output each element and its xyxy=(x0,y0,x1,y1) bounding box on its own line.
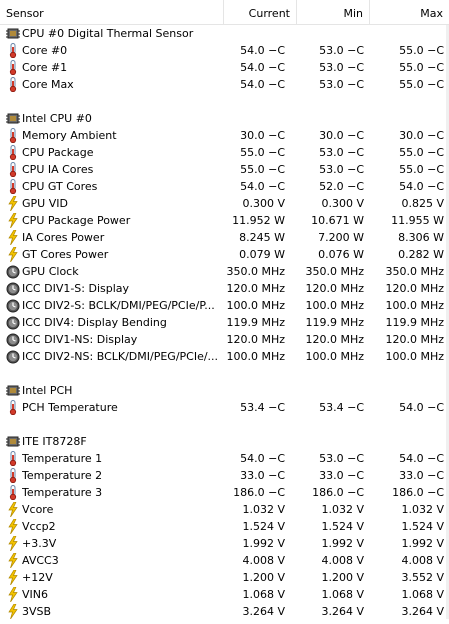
sensor-label: GT Cores Power xyxy=(22,248,109,261)
current-value: 3.264 V xyxy=(242,605,285,618)
max-value: 0.825 V xyxy=(401,197,444,210)
current-value: 55.0 −C xyxy=(240,146,285,159)
sensor-label: Core #1 xyxy=(22,61,68,74)
group-row-ite-it8728f[interactable] xyxy=(0,433,449,450)
max-value: 119.9 MHz xyxy=(385,316,444,329)
max-value: 30.0 −C xyxy=(399,129,444,142)
min-value: 120.0 MHz xyxy=(305,333,364,346)
sensor-label: Core #0 xyxy=(22,44,68,57)
bolt-icon xyxy=(6,213,20,228)
sensor-row-vccp2[interactable] xyxy=(0,518,449,535)
min-value: 0.300 V xyxy=(321,197,364,210)
sensor-label: AVCC3 xyxy=(22,554,59,567)
thermometer-icon xyxy=(6,60,20,75)
current-value: 119.9 MHz xyxy=(226,316,285,329)
current-value: 186.0 −C xyxy=(233,486,285,499)
sensor-label: 3VSB xyxy=(22,605,52,618)
sensor-label: CPU GT Cores xyxy=(22,180,98,193)
sensor-row-cpu-ia-cores[interactable] xyxy=(0,161,449,178)
max-value: 1.992 V xyxy=(401,537,444,550)
max-value: 55.0 −C xyxy=(399,44,444,57)
sensor-row-temperature-1[interactable] xyxy=(0,450,449,467)
min-value: 100.0 MHz xyxy=(305,299,364,312)
current-value: 1.524 V xyxy=(242,520,285,533)
current-value: 54.0 −C xyxy=(240,180,285,193)
sensor-row-icc-div2-s-bclk-dmi-peg-pcie-p[interactable] xyxy=(0,297,449,314)
bolt-icon xyxy=(6,247,20,262)
sensor-row-3-3v[interactable] xyxy=(0,535,449,552)
min-value: 1.068 V xyxy=(321,588,364,601)
max-value: 11.955 W xyxy=(391,214,444,227)
current-value: 120.0 MHz xyxy=(226,282,285,295)
sensor-label: Temperature 1 xyxy=(22,452,103,465)
max-value: 8.306 W xyxy=(398,231,444,244)
sensor-row-ia-cores-power[interactable] xyxy=(0,229,449,246)
current-value: 11.952 W xyxy=(232,214,285,227)
sensor-row-12v[interactable] xyxy=(0,569,449,586)
current-value: 120.0 MHz xyxy=(226,333,285,346)
max-value: 100.0 MHz xyxy=(385,299,444,312)
bolt-icon xyxy=(6,587,20,602)
chip-icon xyxy=(6,434,20,449)
sensor-row-icc-div1-ns-display[interactable] xyxy=(0,331,449,348)
max-value: 120.0 MHz xyxy=(385,282,444,295)
sensor-label: ICC DIV2-S: BCLK/DMI/PEG/PCIe/P... xyxy=(22,299,215,312)
sensor-row-vcore[interactable] xyxy=(0,501,449,518)
column-sensor[interactable]: Sensor xyxy=(0,0,224,25)
sensor-list xyxy=(0,25,449,620)
max-value: 100.0 MHz xyxy=(385,350,444,363)
sensor-label: ICC DIV4: Display Bending xyxy=(22,316,167,329)
sensor-row-gt-cores-power[interactable] xyxy=(0,246,449,263)
current-value: 0.300 V xyxy=(242,197,285,210)
min-value: 53.0 −C xyxy=(319,146,364,159)
clock-icon xyxy=(6,349,20,364)
sensor-row-3vsb[interactable] xyxy=(0,603,449,620)
max-value: 55.0 −C xyxy=(399,78,444,91)
sensor-row-icc-div4-display-bending[interactable] xyxy=(0,314,449,331)
clock-icon xyxy=(6,264,20,279)
column-min[interactable]: Min xyxy=(297,0,370,25)
group-row-intel-cpu-0[interactable] xyxy=(0,110,449,127)
max-value: 55.0 −C xyxy=(399,61,444,74)
sensor-label: IA Cores Power xyxy=(22,231,105,244)
sensor-row-core-0[interactable] xyxy=(0,42,449,59)
max-value: 4.008 V xyxy=(401,554,444,567)
spacer-row xyxy=(0,365,449,382)
sensor-label: Vcore xyxy=(22,503,54,516)
current-value: 1.200 V xyxy=(242,571,285,584)
sensor-row-cpu-gt-cores[interactable] xyxy=(0,178,449,195)
max-value: 54.0 −C xyxy=(399,180,444,193)
min-value: 53.0 −C xyxy=(319,452,364,465)
min-value: 30.0 −C xyxy=(319,129,364,142)
sensor-label: ICC DIV2-NS: BCLK/DMI/PEG/PCIe/... xyxy=(22,350,219,363)
thermometer-icon xyxy=(6,162,20,177)
max-value: 120.0 MHz xyxy=(385,333,444,346)
max-value: 33.0 −C xyxy=(399,469,444,482)
thermometer-icon xyxy=(6,468,20,483)
thermometer-icon xyxy=(6,43,20,58)
min-value: 53.4 −C xyxy=(319,401,364,414)
thermometer-icon xyxy=(6,400,20,415)
chip-icon xyxy=(6,26,20,41)
current-value: 1.992 V xyxy=(242,537,285,550)
sensor-row-icc-div1-s-display[interactable] xyxy=(0,280,449,297)
column-current[interactable]: Current xyxy=(224,0,297,25)
min-value: 7.200 W xyxy=(318,231,364,244)
min-value: 1.992 V xyxy=(321,537,364,550)
clock-icon xyxy=(6,315,20,330)
max-value: 3.264 V xyxy=(401,605,444,618)
bolt-icon xyxy=(6,230,20,245)
group-row-intel-pch[interactable] xyxy=(0,382,449,399)
min-value: 53.0 −C xyxy=(319,163,364,176)
min-value: 10.671 W xyxy=(311,214,364,227)
current-value: 53.4 −C xyxy=(240,401,285,414)
max-value: 1.032 V xyxy=(401,503,444,516)
sensor-row-pch-temperature[interactable] xyxy=(0,399,449,416)
min-value: 1.200 V xyxy=(321,571,364,584)
current-value: 100.0 MHz xyxy=(226,299,285,312)
current-value: 55.0 −C xyxy=(240,163,285,176)
min-value: 0.076 W xyxy=(318,248,364,261)
min-value: 1.524 V xyxy=(321,520,364,533)
current-value: 4.008 V xyxy=(242,554,285,567)
current-value: 54.0 −C xyxy=(240,61,285,74)
sensor-row-icc-div2-ns-bclk-dmi-peg-pcie[interactable] xyxy=(0,348,449,365)
max-value: 3.552 V xyxy=(401,571,444,584)
thermometer-icon xyxy=(6,128,20,143)
current-value: 350.0 MHz xyxy=(226,265,285,278)
min-value: 3.264 V xyxy=(321,605,364,618)
sensor-label: +3.3V xyxy=(22,537,57,550)
current-value: 30.0 −C xyxy=(240,129,285,142)
sensor-row-vin6[interactable] xyxy=(0,586,449,603)
current-value: 54.0 −C xyxy=(240,452,285,465)
min-value: 52.0 −C xyxy=(319,180,364,193)
sensor-label: CPU Package Power xyxy=(22,214,131,227)
sensor-label: Memory Ambient xyxy=(22,129,117,142)
bolt-icon xyxy=(6,536,20,551)
column-max[interactable]: Max xyxy=(420,7,443,20)
bolt-icon xyxy=(6,196,20,211)
sensor-label: VIN6 xyxy=(22,588,48,601)
sensor-label: ICC DIV1-NS: Display xyxy=(22,333,138,346)
chip-icon xyxy=(6,383,20,398)
spacer-row xyxy=(0,93,449,110)
sensor-label: Vccp2 xyxy=(22,520,56,533)
min-value: 1.032 V xyxy=(321,503,364,516)
sensor-row-cpu-package-power[interactable] xyxy=(0,212,449,229)
min-value: 100.0 MHz xyxy=(305,350,364,363)
sensor-row-temperature-2[interactable] xyxy=(0,467,449,484)
sensor-row-core-1[interactable] xyxy=(0,59,449,76)
group-label: CPU #0 Digital Thermal Sensor xyxy=(22,27,194,40)
sensor-label: ICC DIV1-S: Display xyxy=(22,282,130,295)
sensor-label: PCH Temperature xyxy=(22,401,118,414)
thermometer-icon xyxy=(6,145,20,160)
current-value: 8.245 W xyxy=(239,231,285,244)
min-value: 53.0 −C xyxy=(319,61,364,74)
thermometer-icon xyxy=(6,485,20,500)
bolt-icon xyxy=(6,570,20,585)
min-value: 53.0 −C xyxy=(319,78,364,91)
current-value: 1.032 V xyxy=(242,503,285,516)
min-value: 4.008 V xyxy=(321,554,364,567)
max-value: 55.0 −C xyxy=(399,163,444,176)
bolt-icon xyxy=(6,553,20,568)
max-value: 55.0 −C xyxy=(399,146,444,159)
column-header xyxy=(0,0,449,25)
min-value: 186.0 −C xyxy=(312,486,364,499)
bolt-icon xyxy=(6,604,20,619)
bolt-icon xyxy=(6,502,20,517)
sensor-label: Temperature 2 xyxy=(22,469,103,482)
clock-icon xyxy=(6,281,20,296)
current-value: 100.0 MHz xyxy=(226,350,285,363)
sensor-row-temperature-3[interactable] xyxy=(0,484,449,501)
min-value: 53.0 −C xyxy=(319,44,364,57)
group-label: Intel CPU #0 xyxy=(22,112,92,125)
chip-icon xyxy=(6,111,20,126)
sensor-row-gpu-clock[interactable] xyxy=(0,263,449,280)
sensor-row-memory-ambient[interactable] xyxy=(0,127,449,144)
group-label: ITE IT8728F xyxy=(22,435,87,448)
sensor-label: GPU Clock xyxy=(22,265,79,278)
clock-icon xyxy=(6,298,20,313)
group-label: Intel PCH xyxy=(22,384,73,397)
sensor-label: +12V xyxy=(22,571,53,584)
current-value: 33.0 −C xyxy=(240,469,285,482)
sensor-row-cpu-package[interactable] xyxy=(0,144,449,161)
spacer-row xyxy=(0,416,449,433)
min-value: 350.0 MHz xyxy=(305,265,364,278)
sensor-row-core-max[interactable] xyxy=(0,76,449,93)
max-value: 1.524 V xyxy=(401,520,444,533)
max-value: 54.0 −C xyxy=(399,401,444,414)
sensor-row-gpu-vid[interactable] xyxy=(0,195,449,212)
max-value: 350.0 MHz xyxy=(385,265,444,278)
clock-icon xyxy=(6,332,20,347)
sensor-label: GPU VID xyxy=(22,197,68,210)
max-value: 1.068 V xyxy=(401,588,444,601)
min-value: 33.0 −C xyxy=(319,469,364,482)
sensor-label: Temperature 3 xyxy=(22,486,103,499)
min-value: 119.9 MHz xyxy=(305,316,364,329)
max-value: 186.0 −C xyxy=(392,486,444,499)
current-value: 0.079 W xyxy=(239,248,285,261)
bolt-icon xyxy=(6,519,20,534)
min-value: 120.0 MHz xyxy=(305,282,364,295)
sensor-label: Core Max xyxy=(22,78,74,91)
current-value: 54.0 −C xyxy=(240,78,285,91)
current-value: 1.068 V xyxy=(242,588,285,601)
thermometer-icon xyxy=(6,179,20,194)
current-value: 54.0 −C xyxy=(240,44,285,57)
sensor-label: CPU IA Cores xyxy=(22,163,94,176)
thermometer-icon xyxy=(6,77,20,92)
sensor-row-avcc3[interactable] xyxy=(0,552,449,569)
max-value: 54.0 −C xyxy=(399,452,444,465)
max-value: 0.282 W xyxy=(398,248,444,261)
sensor-label: CPU Package xyxy=(22,146,94,159)
group-row-cpu-0-digital-thermal-sensor[interactable] xyxy=(0,25,449,42)
thermometer-icon xyxy=(6,451,20,466)
